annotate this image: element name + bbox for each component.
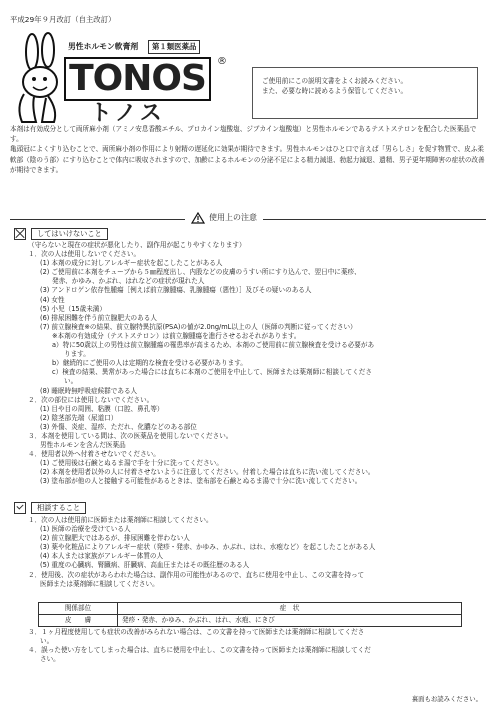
list-item: (1) 医師の治療を受けている人 xyxy=(40,525,131,534)
table-header-site: 関係部位 xyxy=(39,603,118,615)
description-paragraph-1: 本剤は有効成分として両所麻小剤（アミノ安息香酸エチル、プロカイン塩酸塩、ジブカイン塩酸塩）と男性ホルモンであるテストステロンを配合した医薬品です。 xyxy=(10,125,477,144)
list-item: (3) 塗布部が他の人と接触する可能性があるときは、塗布部を石鹸とぬるま湯で十分に洗い流してください。 xyxy=(40,477,362,486)
notice-line-1: ご使用前にこの説明文書をよくお読みください。 xyxy=(262,77,408,85)
list-item: (1) 本剤の成分に対しアレルギー症状を起こしたことがある人 xyxy=(40,259,223,268)
rabbit-mascot-icon xyxy=(14,32,66,127)
list-item: (4) 本人または家族がアレルギー体質の人 xyxy=(40,552,164,561)
table-cell-symptom: 発疹・発赤、かゆみ、かぶれ、はれ、水疱、にきび xyxy=(118,615,462,627)
caution-title: 使用上の注意 xyxy=(209,213,257,223)
warning-triangle-icon xyxy=(191,212,205,224)
caution-heading xyxy=(185,212,263,226)
list-item: (3) アンドロゲン依存性腫瘍［例えば前立腺腫瘍、乳腺腫瘍（悪性）］及びその疑いのある人 xyxy=(40,286,312,295)
list-item: (1) 目や目の周囲、粘膜（口腔、鼻孔等） xyxy=(40,404,164,413)
list-item: ２．使用後、次の症状があらわれた場合は、副作用の可能性があるので、直ちに使用を中止し、この文書を持って xyxy=(28,570,365,579)
list-item: (2) 本剤を使用者以外の人に付着させないように注意してください。付着した場合は直ちに洗い流してください。 xyxy=(40,468,375,477)
list-item: 医師または薬剤師に相談してください。 xyxy=(40,579,159,588)
list-item: (5) 重度の心臓病、腎臓病、肝臓病、高血圧またはその既往歴のある人 xyxy=(40,561,250,570)
list-item: (5) 小児（15歳未満） xyxy=(40,304,106,313)
list-item: さい。 xyxy=(40,655,60,664)
brand-kana-logo: トノス xyxy=(90,101,166,126)
list-item: b）継続的にご使用の人は定期的な検査を受ける必要があります。 xyxy=(52,359,247,368)
list-item: ３．本剤を使用している間は、次の医薬品を使用しないでください。 xyxy=(28,431,233,440)
list-item: c）検査の結果、異常があった場合には直ちに本剤のご使用を中止して、医師または薬剤師に相談してくださ xyxy=(52,368,372,377)
prohibited-section-header xyxy=(14,228,108,240)
list-item: (3) 薬や化粧品によりアレルギー症状（発疹・発赤、かゆみ、かぶれ、はれ、水疱など）を起こしたことがある人 xyxy=(40,543,376,552)
description-paragraph-2: 亀頭冠によくすり込むことで、両所麻小剤の作用により射精の遅延化に効果が期待できます。男性ホルモンはひと口で言えば「男らしさ」を促す物質で、皮ふ柔軟部（陰のう部）にすり込むことで体内に吸収されますので、加齢によるホルモンの分泌不足による精力減退、勃起力減退、遺精、男子更年期障害の症状の改善が期待できます。 xyxy=(10,145,485,174)
side-effect-table xyxy=(38,602,462,627)
prohibited-title: してはいけないこと xyxy=(31,228,108,240)
brand-latin-logo: TONOS xyxy=(64,57,211,101)
consult-check-icon xyxy=(14,502,26,514)
usage-notice-box xyxy=(252,67,478,119)
prohibited-icon xyxy=(14,228,26,240)
revision-date: 平成29年９月改訂（自主改訂） xyxy=(10,15,116,24)
list-item: (4) 女性 xyxy=(40,295,65,304)
table-cell-site: 皮 膚 xyxy=(39,615,118,627)
list-item: １．次の人は使用しないでください。 xyxy=(28,250,141,259)
list-item: (2) 陰茎部先端（尿道口） xyxy=(40,413,118,422)
list-item: ４．使用者以外へ付着させないでください。 xyxy=(28,450,160,459)
list-item: (8) 睡眠時無呼吸症候群である人 xyxy=(40,386,138,395)
list-item: ３．１ヶ月程度使用しても症状の改善がみられない場合は、この文書を持って医師または薬剤師に相談してくださ xyxy=(28,628,365,636)
list-item: ります。 xyxy=(64,350,90,359)
list-item: １．次の人は使用前に医師または薬剤師に相談してください。 xyxy=(28,516,213,524)
list-item: （守らないと現在の症状が悪化したり、副作用が起こりやすくなります） xyxy=(28,241,246,249)
notice-line-2: また、必要な時に読めるよう保管してください。 xyxy=(262,87,408,96)
product-subtitle: 男性ホルモン軟膏剤 xyxy=(68,42,139,51)
list-item: い。 xyxy=(40,637,54,646)
list-item: a）特に50歳以上の男性は前立腺腫瘍の罹患率が高まるため、本剤のご使用前に前立腺検査を受ける必要があ xyxy=(52,341,375,350)
list-item: (6) 排尿困難を伴う前立腺肥大のある人 xyxy=(40,313,157,322)
list-item: (7) 前立腺検査※の結果、前立腺特異抗原(PSA)の値が2.0ng/mL以上の人（医師の判断に従ってください） xyxy=(40,322,357,331)
list-item: (2) 前立腺肥大ではあるが、排尿困難を伴わない人 xyxy=(40,534,190,543)
list-item: (1) ご使用後は石鹸とぬるま湯で手を十分に洗ってください。 xyxy=(40,459,223,468)
consult-title: 相談すること xyxy=(31,502,86,514)
list-item: (3) 外傷、炎症、湿疹、ただれ、化膿などのある部位 xyxy=(40,422,197,431)
footer-note: 裏面もお読みください。 xyxy=(411,695,482,703)
product-description xyxy=(10,124,485,175)
consult-list xyxy=(18,516,484,589)
consult-list-continued xyxy=(18,628,484,664)
registered-mark: ® xyxy=(217,56,227,67)
drug-category-badge: 第１類医薬品 xyxy=(148,40,200,54)
table-row xyxy=(39,615,462,627)
list-item: 男性ホルモンを含んだ医薬品 xyxy=(40,441,126,450)
list-item: ２．次の部位には使用しないでください。 xyxy=(28,395,154,404)
list-item: 発赤、かゆみ、かぶれ、はれなどの症状が現れた人 xyxy=(52,277,205,286)
list-item: い。 xyxy=(64,377,78,386)
list-item: ４．誤った使い方をしてしまった場合は、直ちに使用を中止し、この文書を持って医師または薬剤師に相談してくだ xyxy=(28,646,371,655)
list-item: ※本剤の有効成分（テストステロン）は前立腺腫瘍を進行させるおそれがあります。 xyxy=(52,331,301,340)
list-item: (2) ご使用前に本剤をチューブから５㎜程度出し、内股などの皮膚のうすい所にすり込んで、翌日中に薬疹、 xyxy=(40,268,361,277)
table-header-symptom: 症 状 xyxy=(118,603,462,615)
consult-section-header xyxy=(14,502,86,514)
prohibited-list xyxy=(18,241,484,487)
